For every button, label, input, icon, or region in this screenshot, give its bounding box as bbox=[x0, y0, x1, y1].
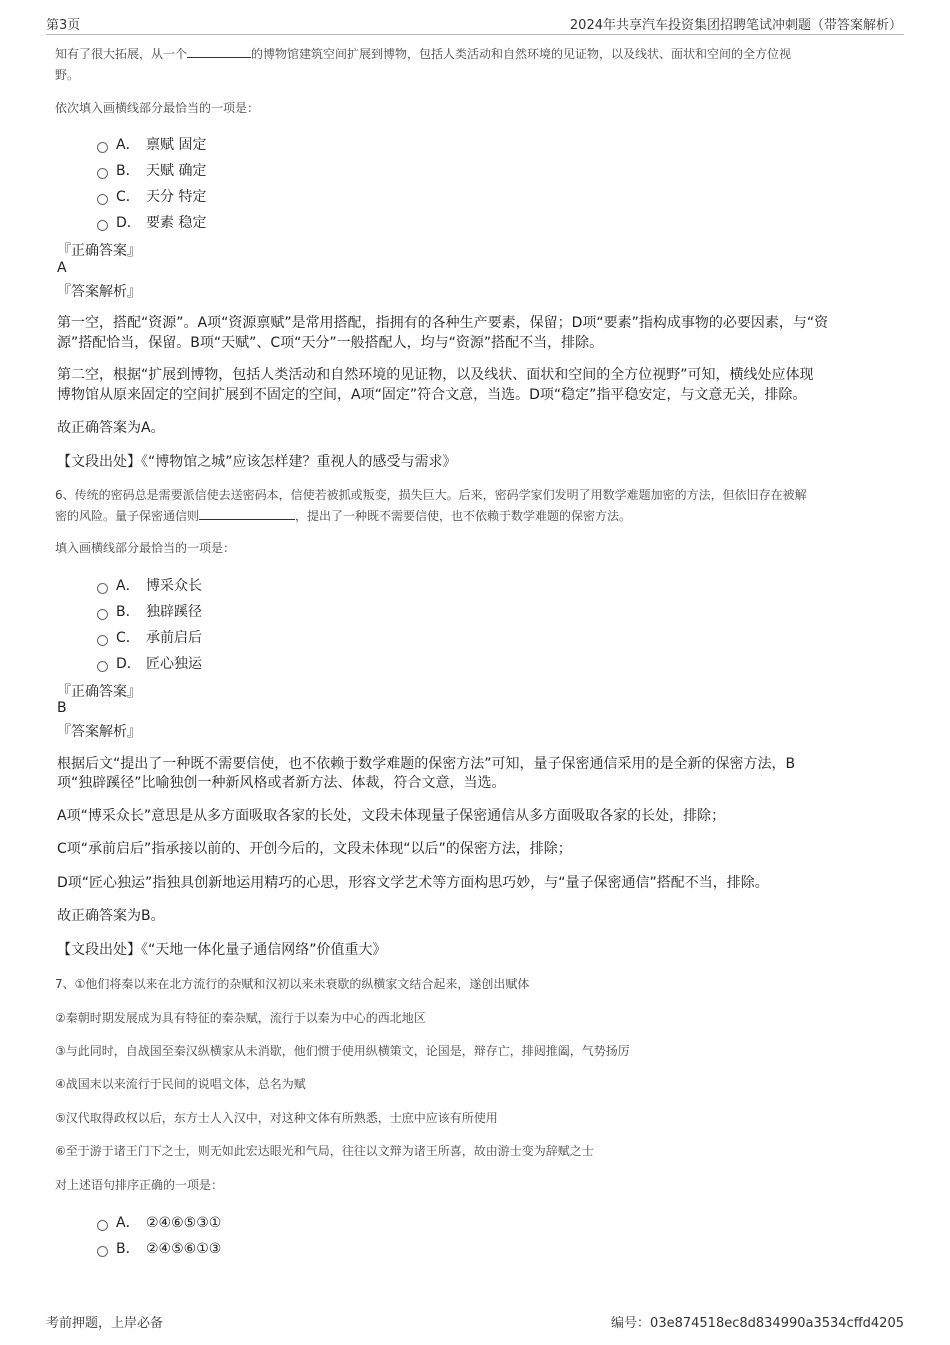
q6-conclusion: 故正确答案为B。 bbox=[57, 908, 165, 924]
q5-answer: A bbox=[57, 260, 67, 276]
q6-answer-label: 『正确答案』 bbox=[57, 684, 141, 700]
q5-analysis-p2-line2: 博物馆从原来固定的空间扩展到不固定的空间，A项“固定”符合文意，当选。D项“稳定”指平稳安定，与文意无关，排除。 bbox=[57, 387, 807, 403]
q5-analysis-p1-line2: 源”搭配恰当，保留。B项“天赋”、C项“天分”一般搭配人，均与“资源”搭配不当，排除。 bbox=[57, 335, 604, 351]
q6-stem-part-b: ，提出了一种既不需要信使，也不依赖于数学难题的保密方法。 bbox=[295, 509, 632, 523]
q5-conclusion: 故正确答案为A。 bbox=[57, 420, 165, 436]
q6-option-c[interactable]: C． 承前启后 bbox=[97, 627, 202, 647]
q7-sentence-3: ③与此同时，自战国至秦汉纵横家从未消歇，他们惯于使用纵横策文，论国是，辩存亡，排闼推阖，气势扬厉 bbox=[55, 1044, 630, 1058]
radio-icon[interactable] bbox=[97, 168, 108, 179]
document-title: 2024年共享汽车投资集团招聘笔试冲刺题（带答案解析） bbox=[569, 18, 902, 33]
q6-option-d[interactable]: D． 匠心独运 bbox=[97, 653, 202, 673]
q7-option-b[interactable]: B． ②④⑤⑥①③ bbox=[97, 1238, 221, 1258]
radio-icon[interactable] bbox=[97, 1246, 108, 1257]
q6-analysis-p3: C项“承前启后”指承接以前的、开创今后的，文段未体现“以后”的保密方法，排除； bbox=[57, 841, 572, 857]
q6-analysis-label: 『答案解析』 bbox=[57, 724, 141, 740]
q7-sentence-5: ⑤汉代取得政权以后，东方士人入汉中，对这种文体有所熟悉，士庶中应该有所使用 bbox=[55, 1111, 498, 1125]
radio-icon[interactable] bbox=[97, 220, 108, 231]
q6-analysis-p4: D项“匠心独运”指独具创新地运用精巧的心思，形容文学艺术等方面构思巧妙，与“量子保密通信”搭配不当，排除。 bbox=[57, 875, 769, 891]
q5-source: 【文段出处】《“博物馆之城”应该怎样建？重视人的感受与需求》 bbox=[57, 454, 457, 470]
q7-sentence-6: ⑥至于游于诸王门下之士，则无如此宏达眼光和气局，往往以文辩为诸王所喜，故由游士变为辞赋之士 bbox=[55, 1144, 594, 1158]
q6-fill-blank bbox=[199, 507, 295, 520]
page-header bbox=[46, 14, 904, 35]
q6-analysis-p2: A项“博采众长”意思是从多方面吸取各家的长处，文段未体现量子保密通信从多方面吸取各家的长处，排除； bbox=[57, 808, 726, 824]
q6-analysis-p1-line1: 根据后文“提出了一种既不需要信使，也不依赖于数学难题的保密方法”可知，量子保密通信采用的是全新的保密方法，B bbox=[57, 756, 796, 772]
radio-icon[interactable] bbox=[97, 635, 108, 646]
q5-answer-label: 『正确答案』 bbox=[57, 243, 141, 259]
q6-stem-part-a: 密的风险。量子保密通信则 bbox=[55, 509, 200, 523]
q7-stem-line1: 7、①他们将秦以来在北方流行的杂赋和汉初以来未衰歇的纵横家文结合起来，遂创出赋体 bbox=[55, 977, 530, 991]
q5-analysis-p1-line1: 第一空，搭配“资源”。A项“资源禀赋”是常用搭配，指拥有的各种生产要素，保留；D项“要素”指构成事物的必要因素，与“资 bbox=[57, 315, 829, 331]
radio-icon[interactable] bbox=[97, 194, 108, 205]
q6-stem-line2 bbox=[55, 506, 631, 527]
q6-option-a[interactable]: A． 博采众长 bbox=[97, 575, 202, 595]
q5-analysis-label: 『答案解析』 bbox=[57, 284, 141, 300]
q6-prompt: 填入画横线部分最恰当的一项是： bbox=[55, 541, 236, 555]
radio-icon[interactable] bbox=[97, 142, 108, 153]
radio-icon[interactable] bbox=[97, 609, 108, 620]
q5-fill-blank bbox=[187, 45, 251, 58]
radio-icon[interactable] bbox=[97, 1220, 108, 1231]
q7-sentence-4: ④战国末以来流行于民间的说唱文体，总名为赋 bbox=[55, 1077, 306, 1091]
q5-option-a[interactable]: A． 禀赋 固定 bbox=[97, 134, 206, 154]
q6-source: 【文段出处】《“天地一体化量子通信网络”价值重大》 bbox=[57, 942, 387, 958]
q5-stem-line1 bbox=[55, 44, 791, 65]
q6-analysis-p1-line2: 项“独辟蹊径”比喻独创一种新风格或者新方法、体裁，符合文意，当选。 bbox=[57, 775, 506, 791]
q5-option-c[interactable]: C． 天分 特定 bbox=[97, 186, 206, 206]
page-number: 第3页 bbox=[46, 18, 81, 33]
document-id: 编号：03e874518ec8d834990a3534cffd4205 bbox=[611, 1316, 904, 1331]
q5-stem-part-a: 知有了很大拓展，从一个 bbox=[55, 47, 188, 61]
footer-slogan: 考前押题，上岸必备 bbox=[46, 1316, 164, 1331]
q5-analysis-p2-line1: 第二空，根据“扩展到博物，包括人类活动和自然环境的见证物，以及线状、面状和空间的全方位视野”可知，横线处应体现 bbox=[57, 367, 814, 383]
q7-sentence-2: ②秦朝时期发展成为具有特征的秦杂赋，流行于以秦为中心的西北地区 bbox=[55, 1011, 426, 1025]
q5-stem-line2: 野。 bbox=[55, 68, 80, 82]
q5-prompt: 依次填入画横线部分最恰当的一项是： bbox=[55, 101, 260, 115]
q5-option-b[interactable]: B． 天赋 确定 bbox=[97, 160, 206, 180]
q6-answer: B bbox=[57, 700, 67, 716]
q7-prompt: 对上述语句排序正确的一项是： bbox=[55, 1178, 224, 1192]
q6-option-b[interactable]: B． 独辟蹊径 bbox=[97, 601, 202, 621]
q5-option-d[interactable]: D． 要素 稳定 bbox=[97, 212, 206, 232]
q5-stem-part-b: 的博物馆建筑空间扩展到博物，包括人类活动和自然环境的见证物，以及线状、面状和空间的全方位视 bbox=[251, 47, 792, 61]
radio-icon[interactable] bbox=[97, 661, 108, 672]
q6-stem-line1: 6、传统的密码总是需要派信使去送密码本，信使若被抓或叛变，损失巨大。后来，密码学家们发明了用数学难题加密的方法，但依旧存在被解 bbox=[55, 488, 807, 502]
q7-option-a[interactable]: A． ②④⑥⑤③① bbox=[97, 1212, 221, 1232]
radio-icon[interactable] bbox=[97, 583, 108, 594]
